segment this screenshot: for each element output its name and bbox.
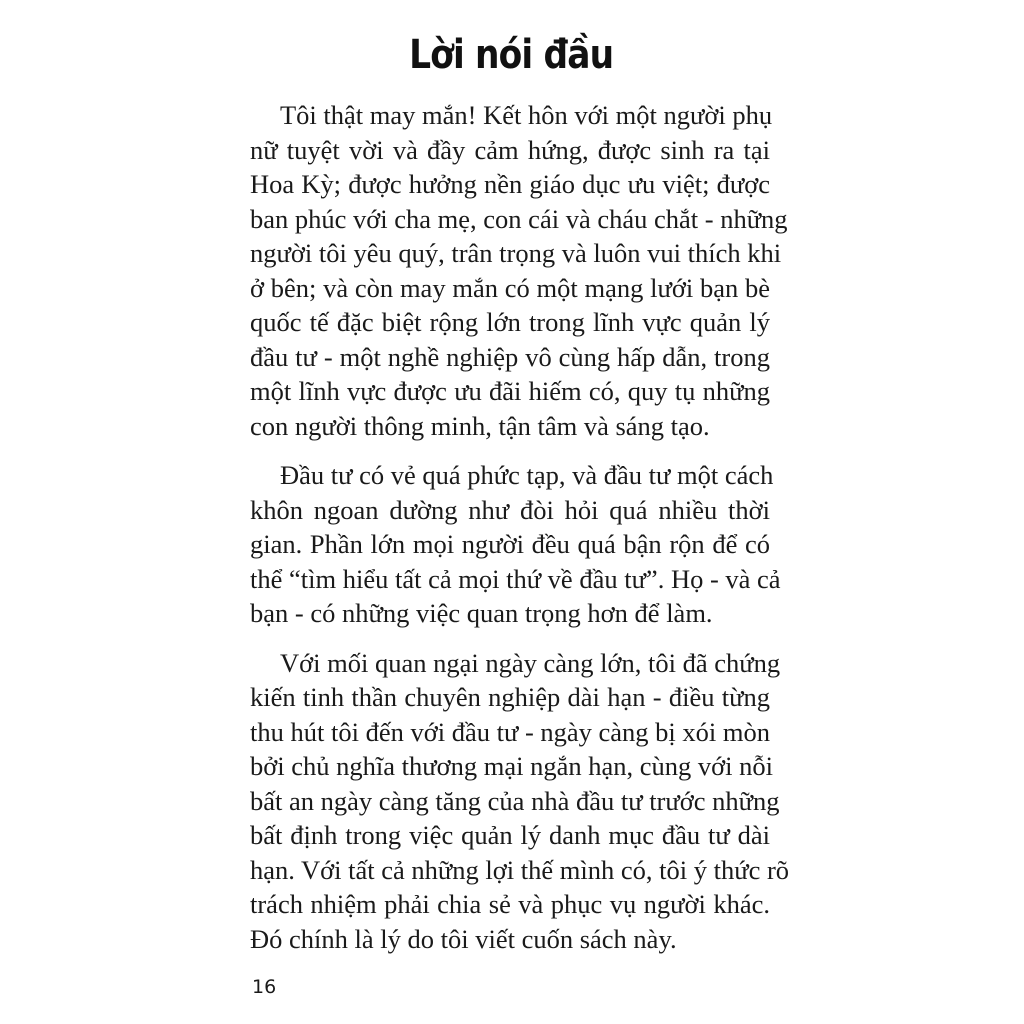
text-line: kiến tinh thần chuyên nghiệp dài hạn - điều từng [250, 682, 770, 712]
text-line: bất an ngày càng tăng của nhà đầu tư trước những [250, 785, 780, 816]
text-line: thể “tìm hiểu tất cả mọi thứ về đầu tư”. Họ - và cả [250, 563, 781, 594]
paragraph [250, 458, 781, 631]
text-line: trách nhiệm phải chia sẻ và phục vụ người khác. [250, 889, 770, 919]
paragraph [250, 646, 790, 957]
text-line: ở bên; và còn may mắn có một mạng lưới bạn bè [250, 272, 770, 303]
paragraph [250, 98, 788, 443]
text-line: con người thông minh, tận tâm và sáng tạo. [250, 410, 710, 441]
page-title: Lời nói đầu [409, 32, 614, 78]
text-line: bất định trong việc quản lý danh mục đầu tư dài [250, 820, 770, 850]
text-line: người tôi yêu quý, trân trọng và luôn vui thích khi [250, 238, 782, 268]
text-line: quốc tế đặc biệt rộng lớn trong lĩnh vực quản lý [250, 307, 770, 337]
text-line: một lĩnh vực được ưu đãi hiếm có, quy tụ những [250, 376, 770, 406]
text-line: bạn - có những việc quan trọng hơn để làm. [250, 598, 713, 628]
text-line: thu hút tôi đến với đầu tư - ngày càng bị xói mòn [250, 716, 771, 747]
text-line: hạn. Với tất cả những lợi thế mình có, tôi ý thức rõ [250, 854, 790, 885]
text-line: Đó chính là lý do tôi viết cuốn sách này. [250, 923, 677, 954]
text-line: Với mối quan ngại ngày càng lớn, tôi đã chứng [280, 647, 781, 678]
text-line: Hoa Kỳ; được hưởng nền giáo dục ưu việt; được [250, 169, 770, 199]
text-line: gian. Phần lớn mọi người đều quá bận rộn để có [250, 529, 770, 559]
text-line: Đầu tư có vẻ quá phức tạp, và đầu tư một cách [280, 460, 774, 490]
body-text [250, 98, 790, 971]
text-line: Tôi thật may mắn! Kết hôn với một người phụ [280, 100, 773, 130]
text-line: ban phúc với cha mẹ, con cái và cháu chắt - những [250, 203, 788, 234]
text-line: đầu tư - một nghề nghiệp vô cùng hấp dẫn, trong [250, 341, 770, 372]
text-line: khôn ngoan dường như đòi hỏi quá nhiều thời [250, 494, 770, 525]
text-line: bởi chủ nghĩa thương mại ngắn hạn, cùng với nỗi [250, 751, 774, 781]
text-line: nữ tuyệt vời và đầy cảm hứng, được sinh ra tại [250, 134, 770, 165]
page-number: 16 [252, 976, 277, 998]
